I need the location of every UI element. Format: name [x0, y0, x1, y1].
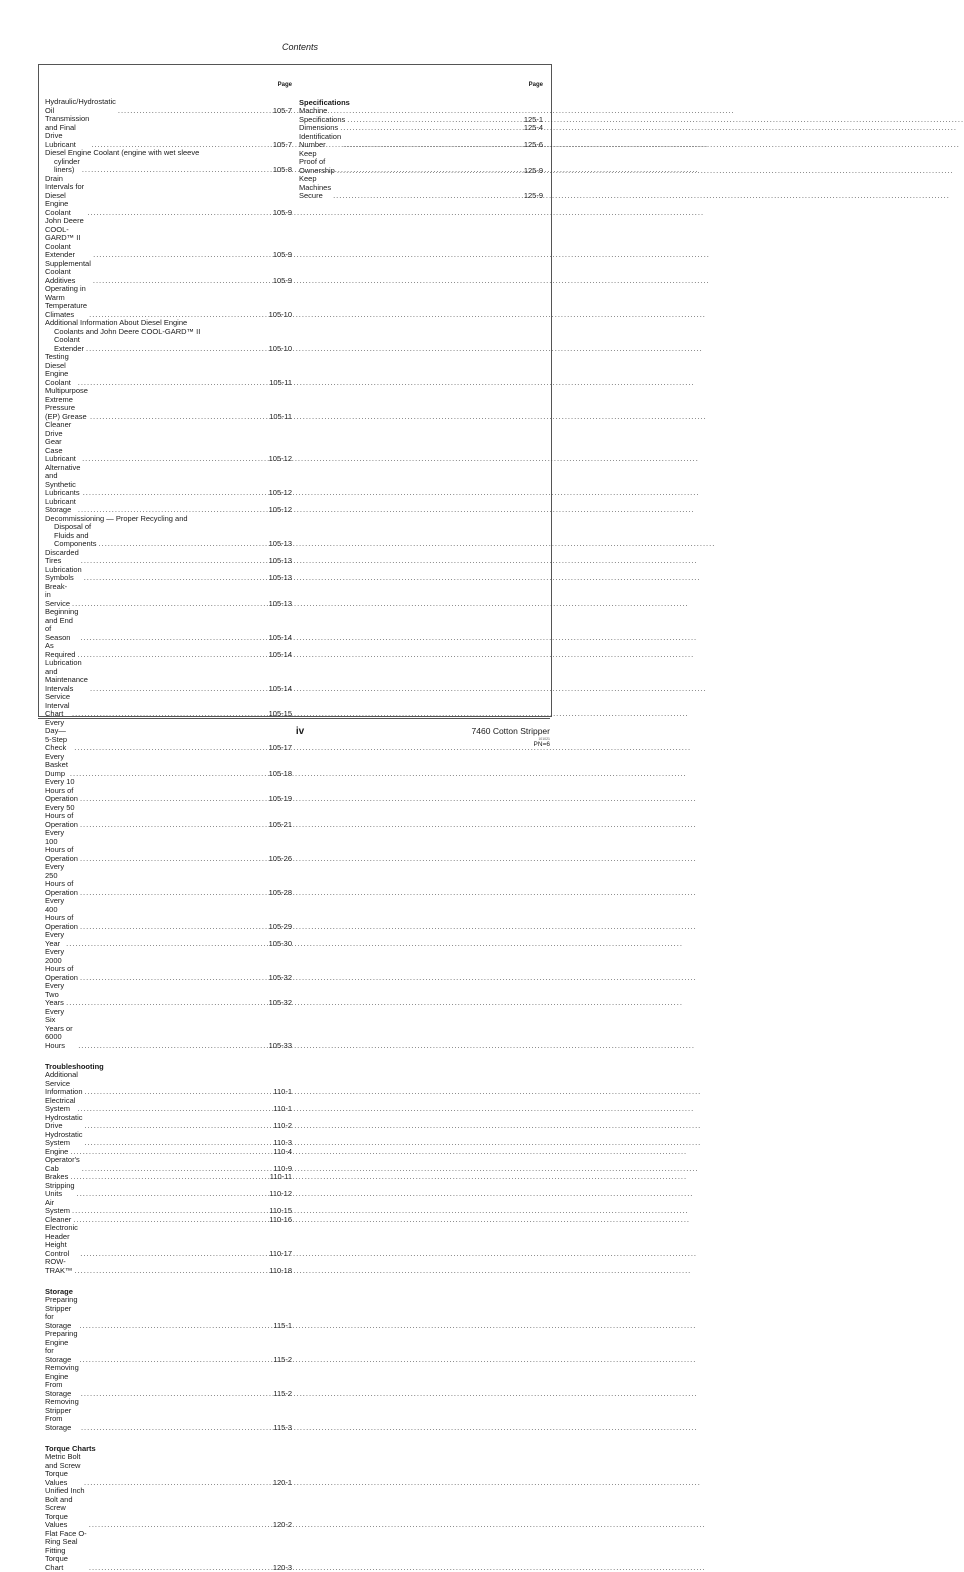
dot-leader [86, 345, 267, 354]
toc-entry[interactable] [45, 753, 292, 779]
toc-entry[interactable] [45, 98, 292, 115]
toc-entry-page: 125-1 [524, 116, 543, 125]
toc-entry-title: Every Six Years or 6000 Hours [45, 1008, 76, 1051]
dot-leader [80, 889, 267, 898]
toc-entry-page: 120-2 [273, 1521, 292, 1530]
toc-entry-title: Cleaner [45, 1216, 71, 1225]
toc-left-column [45, 79, 292, 1572]
toc-entry-page: 105-13 [269, 557, 292, 566]
footer-divider [38, 718, 550, 719]
toc-entry-title: Every 250 Hours of Operation [45, 863, 78, 897]
toc-entry-title: Operating in Warm Temperature Climates [45, 285, 87, 319]
toc-entry-page: 125-9 [524, 167, 543, 176]
toc-entry[interactable] [45, 566, 292, 583]
toc-entry[interactable] [45, 583, 292, 609]
toc-entry-page: 125-4 [524, 124, 543, 133]
dot-leader [84, 1479, 271, 1488]
dot-leader [77, 651, 266, 660]
dot-leader [66, 999, 266, 1008]
toc-entry-page: 105-29 [269, 923, 292, 932]
toc-entry-page: 105-13 [269, 540, 292, 549]
toc-entry-page: 110-1 [273, 1105, 292, 1114]
toc-entry-title: Multipurpose Extreme Pressure (EP) Grease [45, 387, 88, 421]
toc-entry[interactable] [45, 1330, 292, 1364]
toc-entry[interactable] [45, 1182, 292, 1199]
toc-entry-title: Removing Stripper From Storage [45, 1398, 79, 1432]
toc-entry[interactable] [45, 1148, 292, 1157]
toc-entry-page: 110-12 [269, 1190, 292, 1199]
dot-leader [80, 1356, 272, 1365]
toc-entry-title: Lubricant Storage [45, 498, 76, 515]
toc-entry[interactable] [45, 1487, 292, 1530]
toc-entry-title: Hydrostatic System [45, 1131, 83, 1148]
toc-entry-title: Keep Proof of Ownership [299, 150, 335, 176]
dot-leader [81, 557, 267, 566]
toc-entry-title: As Required [45, 642, 75, 659]
toc-right-column [299, 79, 543, 201]
dot-leader [82, 166, 271, 175]
toc-entry-title: Electronic Header Height Control [45, 1224, 78, 1258]
toc-entry-title: Disposal of Fluids and Components [54, 523, 97, 549]
toc-entry-page: 105-12 [269, 506, 292, 515]
toc-entry[interactable] [45, 659, 292, 693]
toc-entry-title: Every Year [45, 931, 64, 948]
section-heading: Troubleshooting [45, 1062, 292, 1071]
dot-leader [80, 923, 267, 932]
toc-entry-page: 105-26 [269, 855, 292, 864]
toc-entry-page: 105-32 [269, 974, 292, 983]
toc-entry-page: 105-14 [269, 634, 292, 643]
dot-leader [75, 1267, 268, 1276]
toc-entry-page: 110-2 [273, 1122, 292, 1131]
dot-leader [89, 1564, 271, 1572]
toc-entry-page: 105-7 [273, 141, 292, 150]
toc-entry-page: 105-33 [269, 1042, 292, 1051]
toc-entry-page: 105-12 [269, 489, 292, 498]
toc-entry-title: Supplemental Coolant Additives [45, 260, 91, 286]
toc-entry-title-line: Coolants and John Deere COOL-GARD™ II [45, 328, 292, 337]
toc-entry[interactable] [45, 464, 292, 498]
dot-leader [90, 413, 267, 422]
dot-leader [80, 1250, 267, 1259]
footer-info [472, 726, 550, 748]
toc-entry-title: Preparing Stripper for Storage [45, 1296, 78, 1330]
toc-entry-page: 125-6 [524, 141, 543, 150]
toc-entry-page: 105-9 [273, 251, 292, 260]
toc-entry[interactable] [45, 1258, 292, 1275]
toc-entry-page: 110-16 [269, 1216, 292, 1225]
dot-leader [81, 1390, 272, 1399]
toc-entry-title: Keep Machines Secure [299, 175, 331, 201]
toc-entry[interactable] [45, 1364, 292, 1398]
dot-leader [77, 1190, 268, 1199]
toc-entry-page: 110-17 [269, 1250, 292, 1259]
dot-leader [81, 1424, 271, 1433]
dot-leader [337, 167, 522, 176]
toc-entry-title: Electrical System [45, 1097, 75, 1114]
dot-leader [84, 574, 267, 583]
toc-entry-page: 115-3 [273, 1424, 292, 1433]
toc-entry-page: 105-10 [269, 345, 292, 354]
page-header-title: Contents [0, 42, 600, 52]
contents-frame [38, 64, 552, 717]
dot-leader [66, 940, 266, 949]
toc-entry-page: 105-32 [269, 999, 292, 1008]
toc-entry-title: Testing Diesel Engine Coolant [45, 353, 76, 387]
toc-entry[interactable] [299, 150, 543, 176]
toc-entry-title: Every 50 Hours of Operation [45, 804, 78, 830]
toc-entry-page: 125-9 [524, 192, 543, 201]
toc-entry-page: 105-30 [269, 940, 292, 949]
dot-leader [77, 1105, 271, 1114]
toc-entry[interactable] [45, 285, 292, 319]
toc-entry-title: Brakes [45, 1173, 68, 1182]
toc-entry[interactable] [45, 549, 292, 566]
toc-entry-title: Dimensions [299, 124, 338, 133]
section-heading: Storage [45, 1287, 292, 1296]
dot-leader [70, 1148, 271, 1157]
toc-entry-page: 110-1 [273, 1088, 292, 1097]
toc-entry[interactable] [45, 421, 292, 464]
toc-entry-title-line: Additional Information About Diesel Engine [45, 319, 292, 328]
toc-entry-page: 105-13 [269, 600, 292, 609]
toc-entry-title: Every 400 Hours of Operation [45, 897, 78, 931]
dot-leader [72, 600, 267, 609]
toc-entry-title: Hydraulic/Hydrostatic Oil [45, 98, 116, 115]
toc-entry[interactable] [45, 1156, 292, 1173]
toc-entry-title: Stripping Units [45, 1182, 75, 1199]
toc-entry[interactable] [45, 778, 292, 804]
toc-entry-page: 105-7 [273, 107, 292, 116]
dot-leader [87, 209, 271, 218]
toc-entry-title: Discarded Tires [45, 549, 79, 566]
dot-leader [93, 277, 271, 286]
toc-entry-title: Hydrostatic Drive [45, 1114, 83, 1131]
toc-entry[interactable] [45, 1071, 292, 1097]
toc-entry-title: ROW-TRAK™ [45, 1258, 73, 1275]
toc-entry[interactable] [45, 1173, 292, 1182]
dot-leader [70, 770, 267, 779]
toc-entry-title: Every Basket Dump [45, 753, 68, 779]
toc-entry-page: 105-9 [273, 277, 292, 286]
dot-leader [83, 489, 267, 498]
toc-entry-page: 110-15 [269, 1207, 292, 1216]
toc-entry-page: 105-18 [269, 770, 292, 779]
toc-entry[interactable] [45, 1530, 292, 1572]
toc-entry-page: 110-9 [273, 1165, 292, 1174]
toc-entry[interactable] [45, 1008, 292, 1051]
toc-entry-title-line: Diesel Engine Coolant (engine with wet sleeve [45, 149, 292, 158]
toc-entry[interactable] [45, 931, 292, 948]
toc-entry-title: Every Two Years [45, 982, 64, 1008]
toc-entry-title: Beginning and End of Season [45, 608, 78, 642]
dot-leader [82, 455, 267, 464]
toc-entry-page: 105-12 [269, 455, 292, 464]
toc-entry[interactable] [45, 353, 292, 387]
toc-entry-page: 105-11 [269, 379, 292, 388]
toc-entry-page: 120-1 [273, 1479, 292, 1488]
toc-entry-page: 115-1 [273, 1322, 292, 1331]
toc-entry[interactable] [299, 107, 543, 124]
toc-entry-title: Every 2000 Hours of Operation [45, 948, 78, 982]
dot-leader [90, 685, 267, 694]
dot-leader [343, 141, 522, 150]
toc-entry[interactable] [45, 217, 292, 260]
toc-entry[interactable] [45, 387, 292, 421]
toc-entry-title: Lubrication and Maintenance Intervals [45, 659, 88, 693]
toc-entry-title: Flat Face O-Ring Seal Fitting Torque Chart [45, 1530, 87, 1572]
toc-entry[interactable] [45, 1398, 292, 1432]
toc-entry[interactable] [45, 804, 292, 830]
toc-entry-title: Alternative and Synthetic Lubricants [45, 464, 81, 498]
dot-leader [70, 1173, 267, 1182]
toc-entry-page: 105-15 [269, 710, 292, 719]
toc-entry[interactable] [299, 133, 543, 150]
dot-leader [93, 251, 271, 260]
toc-entry[interactable] [45, 642, 292, 659]
dot-leader [118, 107, 271, 116]
footer-code: 101021 [472, 737, 550, 741]
toc-entry[interactable] [45, 1114, 292, 1131]
toc-entry-title: Every 100 Hours of Operation [45, 829, 78, 863]
toc-entry-page: 105-13 [269, 574, 292, 583]
toc-entry-page: 105-17 [269, 744, 292, 753]
toc-entry-page: 105-19 [269, 795, 292, 804]
toc-entry-title: Transmission and Final Drive Lubricant [45, 115, 89, 149]
toc-entry-page: 105-11 [269, 413, 292, 422]
toc-entry-title: Additional Service Information [45, 1071, 83, 1097]
toc-entry-title: John Deere COOL-GARD™ II Coolant Extender [45, 217, 91, 260]
toc-entry-title: Service Interval Chart [45, 693, 70, 719]
dot-leader [80, 974, 267, 983]
footer-model-name: 7460 Cotton Stripper [472, 726, 550, 736]
toc-entry[interactable] [45, 982, 292, 1008]
dot-leader [99, 540, 267, 549]
dot-leader [80, 634, 266, 643]
toc-entry[interactable] [45, 260, 292, 286]
toc-entry[interactable] [45, 948, 292, 982]
dot-leader [340, 124, 522, 133]
toc-entry[interactable] [299, 175, 543, 201]
dot-leader [89, 1521, 271, 1530]
dot-leader [78, 379, 267, 388]
toc-entry-title: Identification Number [299, 133, 341, 150]
toc-entry[interactable] [45, 897, 292, 931]
toc-entry-page: 115-2 [273, 1356, 292, 1365]
page-column-label: Page [45, 79, 292, 91]
toc-entry-title: Every 10 Hours of Operation [45, 778, 78, 804]
dot-leader [80, 1322, 272, 1331]
dot-leader [78, 1042, 266, 1051]
toc-entry[interactable] [45, 1216, 292, 1225]
toc-entry[interactable] [45, 1224, 292, 1258]
page-column-label: Page [299, 79, 543, 91]
dot-leader [74, 744, 266, 753]
toc-entry-page: 120-3 [273, 1564, 292, 1572]
toc-entry-title-line: Decommissioning — Proper Recycling and [45, 515, 292, 524]
toc-entry-page: 110-18 [269, 1267, 292, 1276]
toc-entry[interactable] [45, 115, 292, 149]
toc-entry[interactable] [45, 149, 292, 175]
toc-entry[interactable] [45, 829, 292, 863]
toc-entry-title: Break-in Service [45, 583, 70, 609]
toc-entry[interactable] [45, 608, 292, 642]
toc-entry[interactable] [45, 1453, 292, 1487]
toc-entry[interactable] [45, 175, 292, 218]
dot-leader [85, 1088, 272, 1097]
section-heading: Torque Charts [45, 1444, 292, 1453]
footer-page-number: iv [0, 726, 600, 737]
toc-entry-page: 105-28 [269, 889, 292, 898]
toc-entry-title: Cleaner Drive Gear Case Lubricant [45, 421, 80, 464]
toc-entry-page: 105-14 [269, 685, 292, 694]
toc-entry-title: Coolant Extender [54, 336, 84, 353]
dot-leader [80, 795, 267, 804]
toc-entry-page: 110-3 [273, 1139, 292, 1148]
toc-entry-page: 105-21 [269, 821, 292, 830]
toc-entry-title: Removing Engine From Storage [45, 1364, 79, 1398]
dot-leader [80, 821, 267, 830]
toc-entry[interactable] [45, 515, 292, 549]
toc-entry-title: Unified Inch Bolt and Screw Torque Values [45, 1487, 87, 1530]
toc-entry-title: cylinder liners) [54, 158, 80, 175]
toc-entry-title: Machine Specifications [299, 107, 345, 124]
toc-entry-title: Lubrication Symbols [45, 566, 82, 583]
dot-leader [73, 1216, 267, 1225]
toc-entry-title: Drain Intervals for Diesel Engine Coolant [45, 175, 85, 218]
footer-pn: PN=6 [472, 741, 550, 748]
toc-entry-page: 105-8 [273, 166, 292, 175]
toc-entry[interactable] [45, 1097, 292, 1114]
toc-entry-title: Air System [45, 1199, 70, 1216]
toc-entry-title: Operator's Cab [45, 1156, 80, 1173]
section-heading: Specifications [299, 98, 543, 107]
toc-entry-page: 105-14 [269, 651, 292, 660]
toc-entry[interactable] [45, 1296, 292, 1330]
toc-entry-title: Metric Bolt and Screw Torque Values [45, 1453, 82, 1487]
dot-leader [333, 192, 522, 201]
toc-entry-page: 105-10 [269, 311, 292, 320]
toc-entry-title: Engine [45, 1148, 68, 1157]
toc-entry-title: Preparing Engine for Storage [45, 1330, 78, 1364]
toc-entry[interactable] [45, 863, 292, 897]
dot-leader [85, 1122, 272, 1131]
dot-leader [80, 855, 267, 864]
toc-entry[interactable] [45, 693, 292, 719]
toc-entry[interactable] [45, 319, 292, 353]
toc-entry[interactable] [45, 498, 292, 515]
toc-entry-page: 105-9 [273, 209, 292, 218]
toc-entry[interactable] [45, 1131, 292, 1148]
toc-entry-page: 110-4 [273, 1148, 292, 1157]
toc-entry-page: 110-11 [270, 1173, 292, 1182]
toc-entry-page: 115-2 [273, 1390, 292, 1399]
toc-entry-title: Every Day—5-Step Check [45, 719, 72, 753]
toc-entry[interactable] [45, 1199, 292, 1216]
